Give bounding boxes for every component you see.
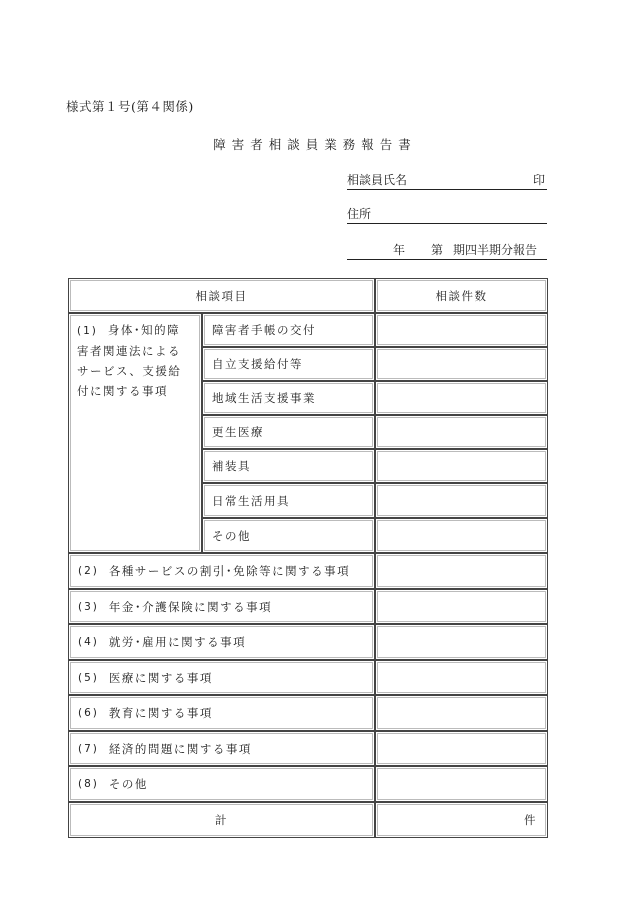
- category-text: 就労･雇用に関する事項: [108, 635, 247, 649]
- report-period-field[interactable]: [347, 242, 547, 260]
- category-number: (7): [78, 742, 99, 755]
- count-input[interactable]: [375, 553, 548, 589]
- category-text: その他: [108, 777, 148, 791]
- subitem-label: 障害者手帳の交付: [202, 313, 375, 347]
- category-text: 各種サービスの割引･免除等に関する事項: [108, 564, 351, 578]
- total-count-input[interactable]: [375, 802, 548, 838]
- subitem-label: 補装具: [202, 449, 375, 483]
- count-input[interactable]: [375, 518, 548, 553]
- subitem-label: 日常生活用具: [202, 483, 375, 518]
- category-number: (1): [77, 325, 98, 337]
- category-text: 経済的問題に関する事項: [108, 741, 252, 756]
- category-row-label: [68, 553, 375, 589]
- count-input[interactable]: [375, 624, 548, 660]
- count-input[interactable]: [375, 766, 548, 802]
- count-input[interactable]: [375, 381, 548, 415]
- category-number: (2): [78, 565, 99, 577]
- count-input[interactable]: [375, 347, 548, 381]
- category-row-label: [68, 731, 375, 766]
- col-header-count: 相談件数: [375, 278, 548, 313]
- count-input[interactable]: [375, 731, 548, 766]
- category-row-label: [68, 624, 375, 660]
- subitem-label: その他: [202, 518, 375, 553]
- count-input[interactable]: [375, 660, 548, 695]
- category-text: 年金･介護保険に関する事項: [108, 599, 273, 614]
- address-label: 住所: [347, 207, 372, 221]
- count-input[interactable]: [375, 483, 548, 518]
- subitem-label: 地域生活支援事業: [202, 381, 375, 415]
- address-field[interactable]: [347, 206, 547, 224]
- counselor-name-label: 相談員氏名: [347, 173, 408, 187]
- category-row-label: [68, 766, 375, 802]
- total-unit: 件: [524, 813, 537, 827]
- report-year-label: 年: [393, 243, 406, 257]
- count-input[interactable]: [375, 313, 548, 347]
- category-row-label: [68, 695, 375, 731]
- category-row-label: [68, 589, 375, 624]
- count-input[interactable]: [375, 415, 548, 449]
- total-label: 計: [68, 802, 375, 838]
- col-header-item: 相談項目: [68, 278, 375, 313]
- consultation-table: [68, 278, 548, 838]
- document-title: 障害者相談員業務報告書: [213, 137, 417, 152]
- category-text: 身体･知的障害者関連法によるサービス、支援給付に関する事項: [77, 323, 182, 398]
- count-input[interactable]: [375, 589, 548, 624]
- report-dai-label: 第: [431, 243, 444, 257]
- category-text: 医療に関する事項: [108, 670, 213, 685]
- category-1-label: [68, 313, 202, 553]
- form-number-label: 様式第１号(第４関係): [66, 99, 194, 114]
- category-text: 教育に関する事項: [108, 706, 213, 720]
- category-number: (5): [78, 671, 99, 684]
- subitem-label: 自立支援給付等: [202, 347, 375, 381]
- category-number: (3): [78, 600, 99, 613]
- count-input[interactable]: [375, 449, 548, 483]
- subitem-label: 更生医療: [202, 415, 375, 449]
- category-number: (4): [78, 636, 99, 648]
- report-period-label: 期四半期分報告: [453, 243, 538, 257]
- category-number: (8): [78, 778, 99, 790]
- counselor-name-field[interactable]: [347, 172, 547, 190]
- category-number: (6): [78, 707, 99, 719]
- category-row-label: [68, 660, 375, 695]
- count-input[interactable]: [375, 695, 548, 731]
- seal-label: 印: [532, 173, 545, 187]
